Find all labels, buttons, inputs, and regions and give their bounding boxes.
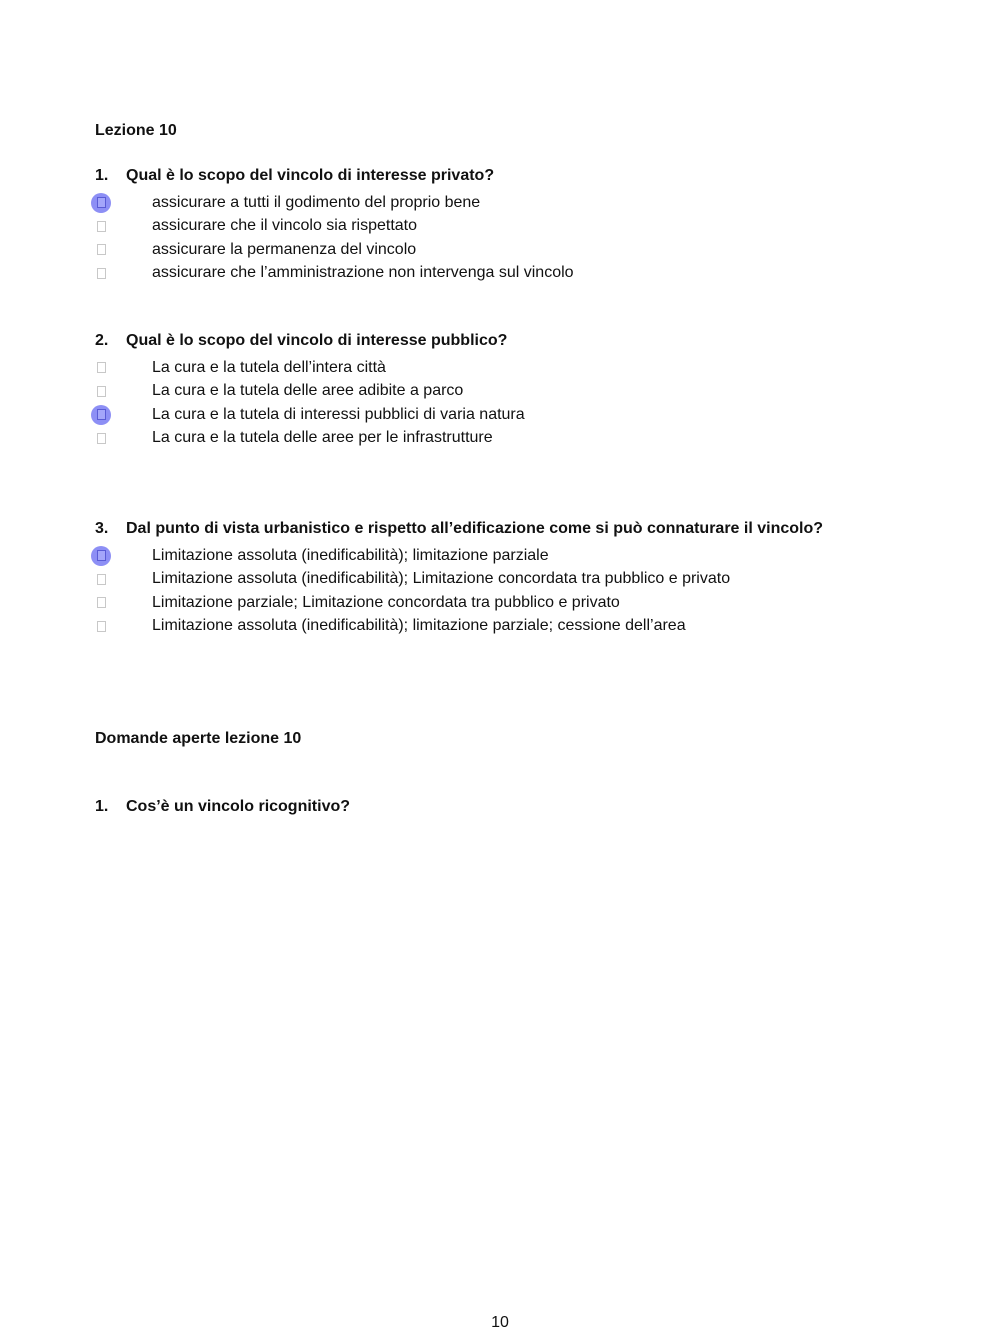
checkbox-box — [97, 221, 106, 232]
question-text: Cos’è un vincolo ricognitivo? — [126, 798, 351, 815]
checkbox-box — [97, 197, 106, 208]
checkbox-box — [97, 550, 106, 561]
question-2-options — [93, 356, 525, 450]
question-2 — [95, 331, 507, 351]
answer-option — [93, 568, 730, 592]
option-label: Limitazione assoluta (inedificabilità); limitazione parziale — [152, 546, 549, 564]
checkbox[interactable] — [93, 383, 109, 399]
checkbox[interactable] — [93, 242, 109, 258]
question-1 — [95, 166, 494, 186]
checkbox-selected[interactable] — [93, 407, 109, 423]
checkbox-box — [97, 433, 106, 444]
question-number: 1. — [95, 798, 109, 815]
question-text: Qual è lo scopo del vincolo di interesse pubblico? — [126, 332, 508, 349]
answer-option — [93, 238, 574, 262]
checkbox-box — [97, 362, 106, 373]
option-label: La cura e la tutela delle aree adibite a parco — [152, 382, 464, 400]
open-question-1 — [95, 797, 350, 817]
checkbox-box — [97, 621, 106, 632]
checkbox[interactable] — [93, 360, 109, 376]
option-label: La cura e la tutela di interessi pubblici di varia natura — [152, 405, 525, 423]
option-label: La cura e la tutela delle aree per le infrastrutture — [152, 429, 493, 447]
answer-option — [93, 215, 574, 239]
answer-option — [93, 544, 730, 568]
question-number: 3. — [95, 520, 109, 537]
checkbox-box — [97, 597, 106, 608]
checkbox-selected[interactable] — [93, 195, 109, 211]
answer-option — [93, 191, 574, 215]
question-number: 2. — [95, 332, 109, 349]
open-questions-title: Domande aperte lezione 10 — [95, 730, 302, 747]
answer-option — [93, 615, 730, 639]
question-1-options — [93, 191, 574, 285]
checkbox[interactable] — [93, 265, 109, 281]
option-label: assicurare che il vincolo sia rispettato — [152, 217, 418, 235]
lesson-title: Lezione 10 — [95, 122, 177, 139]
question-text: Qual è lo scopo del vincolo di interesse privato? — [126, 167, 495, 184]
checkbox-selected[interactable] — [93, 548, 109, 564]
question-3-options — [93, 544, 730, 638]
option-label: Limitazione assoluta (inedificabilità); limitazione parziale; cessione dell’area — [152, 617, 686, 635]
page-number: 10 — [491, 1314, 509, 1331]
option-label: assicurare la permanenza del vincolo — [152, 240, 417, 258]
option-label: assicurare a tutti il godimento del proprio bene — [152, 193, 481, 211]
checkbox-box — [97, 409, 106, 420]
checkbox[interactable] — [93, 595, 109, 611]
option-label: La cura e la tutela dell’intera città — [152, 358, 386, 376]
checkbox-box — [97, 574, 106, 585]
option-label: assicurare che l’amministrazione non intervenga sul vincolo — [152, 264, 574, 282]
checkbox-box — [97, 244, 106, 255]
checkbox-box — [97, 386, 106, 397]
answer-option — [93, 356, 525, 380]
checkbox[interactable] — [93, 618, 109, 634]
checkbox-box — [97, 268, 106, 279]
answer-option — [93, 262, 574, 286]
checkbox[interactable] — [93, 430, 109, 446]
checkbox[interactable] — [93, 218, 109, 234]
answer-option — [93, 591, 730, 615]
question-number: 1. — [95, 167, 109, 184]
option-label: Limitazione assoluta (inedificabilità); Limitazione concordata tra pubblico e privato — [152, 570, 731, 588]
answer-option — [93, 403, 525, 427]
answer-option — [93, 380, 525, 404]
question-text: Dal punto di vista urbanistico e rispetto all’edificazione come si può connaturare il vincolo? — [126, 520, 824, 537]
answer-option — [93, 427, 525, 451]
question-3 — [95, 519, 823, 539]
option-label: Limitazione parziale; Limitazione concordata tra pubblico e privato — [152, 593, 620, 611]
checkbox[interactable] — [93, 571, 109, 587]
